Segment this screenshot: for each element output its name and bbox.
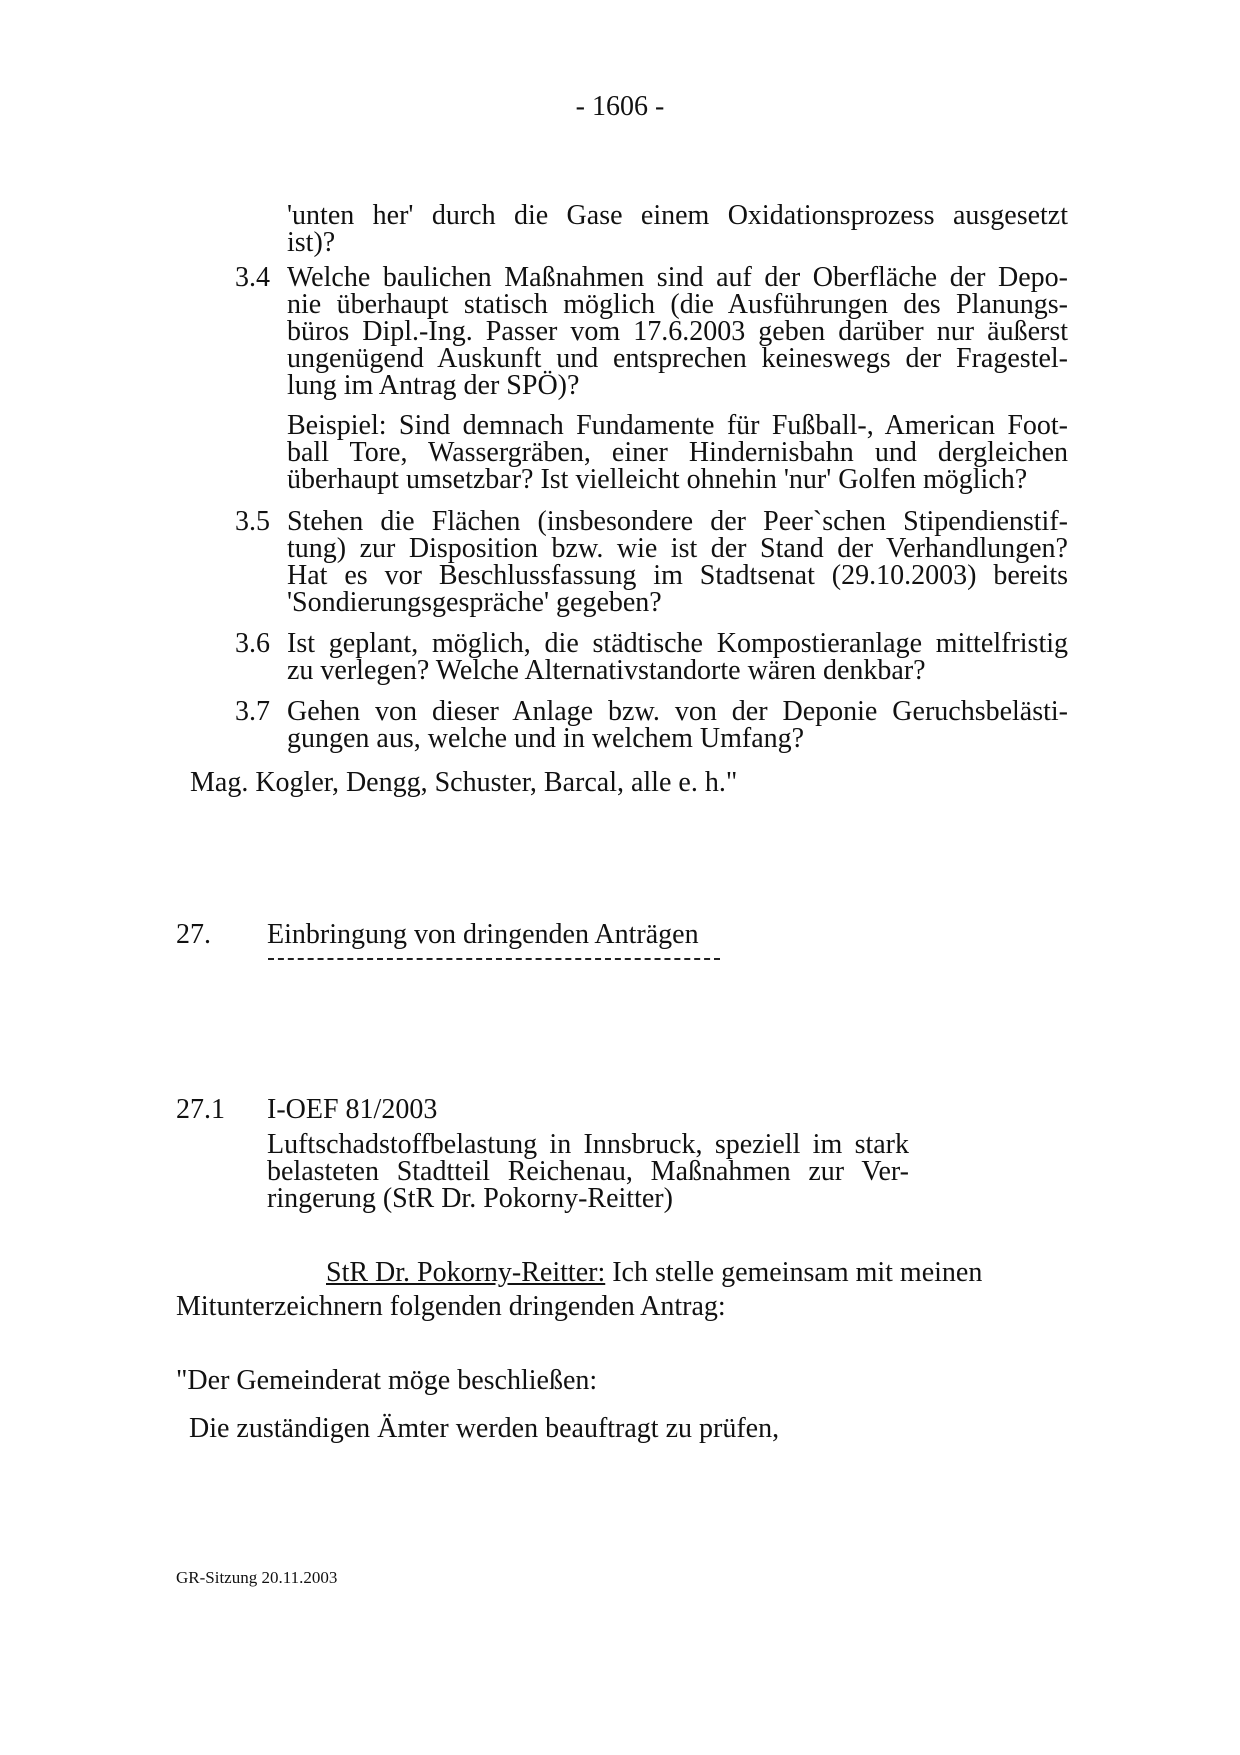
speech-paragraph (176, 1256, 1046, 1324)
example-line: überhaupt umsetzbar? Ist vielleicht ohnehin 'nur' Golfen möglich? (287, 464, 1028, 495)
question-text (287, 508, 1068, 616)
agenda-item-reference: I-OEF 81/2003 (267, 1094, 438, 1125)
text-line: Ist geplant, möglich, die städtische Kompostieranlage mittelfristig (287, 628, 1068, 659)
question-text (287, 264, 1068, 493)
text-line: Luftschadstoffbelastung in Innsbruck, speziell im stark (267, 1129, 909, 1160)
example-line: Beispiel: Sind demnach Fundamente für Fußball-, American Foot- (287, 410, 1068, 441)
question-number: 3.4 (235, 262, 270, 293)
signatories: Mag. Kogler, Dengg, Schuster, Barcal, alle e. h." (190, 767, 738, 798)
text-line: Hat es vor Beschlussfassung im Stadtsenat (29.10.2003) bereits (287, 560, 1068, 591)
dashed-underline-divider (268, 958, 720, 960)
question-text (287, 698, 1068, 752)
motion-text: Die zuständigen Ämter werden beauftragt zu prüfen, (189, 1413, 780, 1444)
speaker-name: StR Dr. Pokorny-Reitter: (326, 1257, 606, 1288)
text-line: gungen aus, welche und in welchem Umfang? (287, 723, 805, 754)
text-line: büros Dipl.-Ing. Passer vom 17.6.2003 geben darüber nur äußerst (287, 316, 1068, 347)
speech-line (176, 1256, 1046, 1290)
text-line: Stehen die Flächen (insbesondere der Peer`schen Stipendienstif- (287, 506, 1068, 537)
text-line: lung im Antrag der SPÖ)? (287, 370, 580, 401)
section-number: 27. (176, 919, 211, 950)
example-line: ball Tore, Wassergräben, einer Hindernisbahn und dergleichen (287, 437, 1068, 468)
text-line: belasteten Stadtteil Reichenau, Maßnahmen zur Ver- (267, 1156, 909, 1187)
question-text (287, 630, 1068, 684)
text-line: ungenügend Auskunft und entsprechen keineswegs der Fragestel- (287, 343, 1068, 374)
text-line: ist)? (287, 227, 336, 258)
text-line: Gehen von dieser Anlage bzw. von der Deponie Geruchsbelästi- (287, 696, 1068, 727)
question-number: 3.6 (235, 628, 270, 659)
question-number: 3.7 (235, 696, 270, 727)
section-title: Einbringung von dringenden Anträgen (267, 919, 699, 950)
text-line: tung) zur Disposition bzw. wie ist der Stand der Verhandlungen? (287, 533, 1068, 564)
page-number: - 1606 - (575, 91, 665, 122)
text-line: ringerung (StR Dr. Pokorny-Reitter) (267, 1183, 673, 1214)
text-line: 'Sondierungsgespräche' gegeben? (287, 587, 662, 618)
motion-intro: "Der Gemeinderat möge beschließen: (176, 1365, 598, 1396)
agenda-item-number: 27.1 (176, 1094, 225, 1125)
text-line: Welche baulichen Maßnahmen sind auf der Oberfläche der Depo- (287, 262, 1068, 293)
agenda-item-subject (267, 1131, 909, 1212)
speech-line: Mitunterzeichnern folgenden dringenden Antrag: (176, 1291, 726, 1322)
text-line: 'unten her' durch die Gase einem Oxidationsprozess ausgesetzt (287, 200, 1068, 231)
question-number: 3.5 (235, 506, 270, 537)
text-line: zu verlegen? Welche Alternativstandorte wären denkbar? (287, 655, 926, 686)
continuation-paragraph (287, 202, 1068, 256)
footer-session-date: GR-Sitzung 20.11.2003 (176, 1568, 338, 1587)
text-line: nie überhaupt statisch möglich (die Ausführungen des Planungs- (287, 289, 1068, 320)
speech-text: Ich stelle gemeinsam mit meinen (605, 1257, 983, 1288)
